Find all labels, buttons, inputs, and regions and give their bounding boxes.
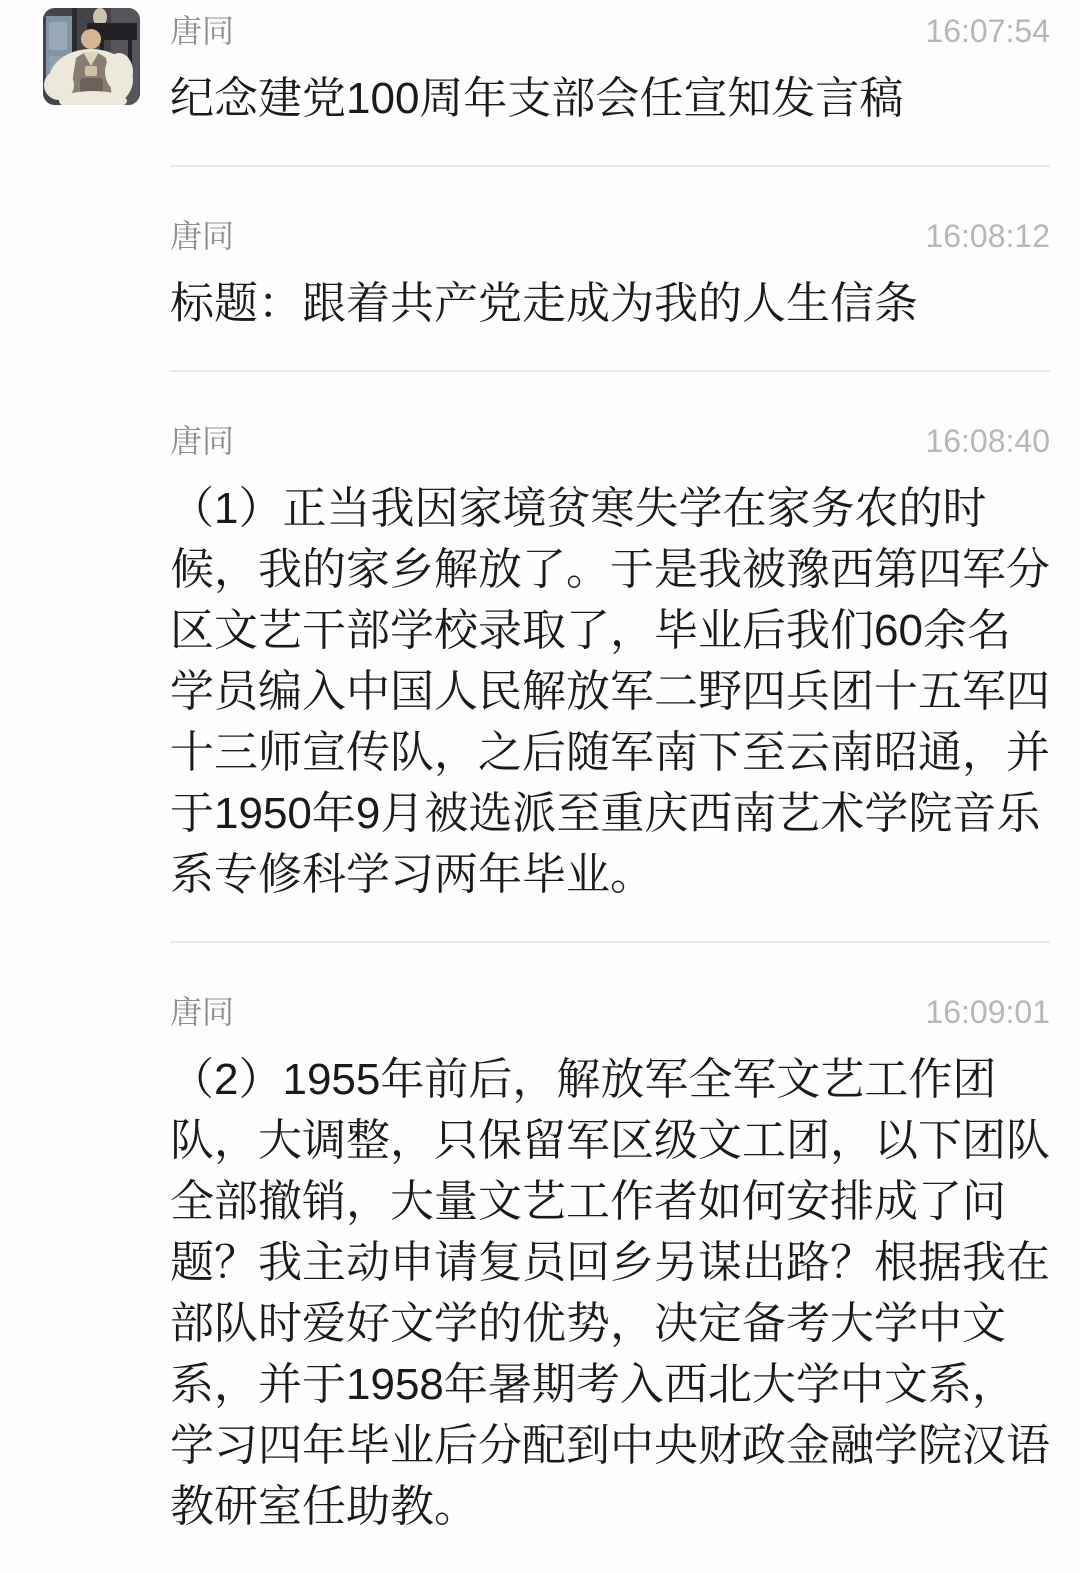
chat-message bbox=[170, 0, 1050, 167]
sender-name: 唐同 bbox=[170, 13, 235, 49]
sender-name: 唐同 bbox=[170, 994, 235, 1030]
avatar-photo-elderly-man-icon bbox=[43, 8, 140, 105]
chat-message bbox=[170, 372, 1050, 943]
message-timestamp: 16:07:54 bbox=[925, 13, 1050, 49]
chat-message bbox=[170, 167, 1050, 372]
message-timestamp: 16:08:40 bbox=[925, 423, 1050, 459]
message-header bbox=[170, 995, 1050, 1029]
message-timestamp: 16:09:01 bbox=[925, 994, 1050, 1030]
sender-name: 唐同 bbox=[170, 423, 235, 459]
message-header bbox=[170, 219, 1050, 253]
message-timestamp: 16:08:12 bbox=[925, 218, 1050, 254]
chat-message bbox=[170, 943, 1050, 1573]
message-text: 标题：跟着共产党走成为我的人生信条 bbox=[170, 279, 918, 328]
message-text: 纪念建党100周年支部会任宣知发言稿 bbox=[170, 74, 904, 123]
message-header bbox=[170, 14, 1050, 48]
sender-name: 唐同 bbox=[170, 218, 235, 254]
avatar[interactable] bbox=[43, 8, 140, 105]
message-header bbox=[170, 424, 1050, 458]
message-text: （1）正当我因家境贫寒失学在家务农的时候，我的家乡解放了。于是我被豫西第四军分区文艺干部学校录取了，毕业后我们60余名学员编入中国人民解放军二野四兵团十五军四十三师宣传队，之后随军南下至云南昭通，并于1950年9月被选派至重庆西南艺术学院音乐系专修科学习两年毕业。 bbox=[170, 484, 1050, 899]
message-text: （2）1955年前后，解放军全军文艺工作团队，大调整，只保留军区级文工团，以下团队全部撤销，大量文艺工作者如何安排成了问题？我主动申请复员回乡另谋出路？根据我在部队时爱好文学的优势，决定备考大学中文系，并于1958年暑期考入西北大学中文系，学习四年毕业后分配到中央财政金融学院汉语教研室任助教。 bbox=[170, 1055, 1050, 1531]
